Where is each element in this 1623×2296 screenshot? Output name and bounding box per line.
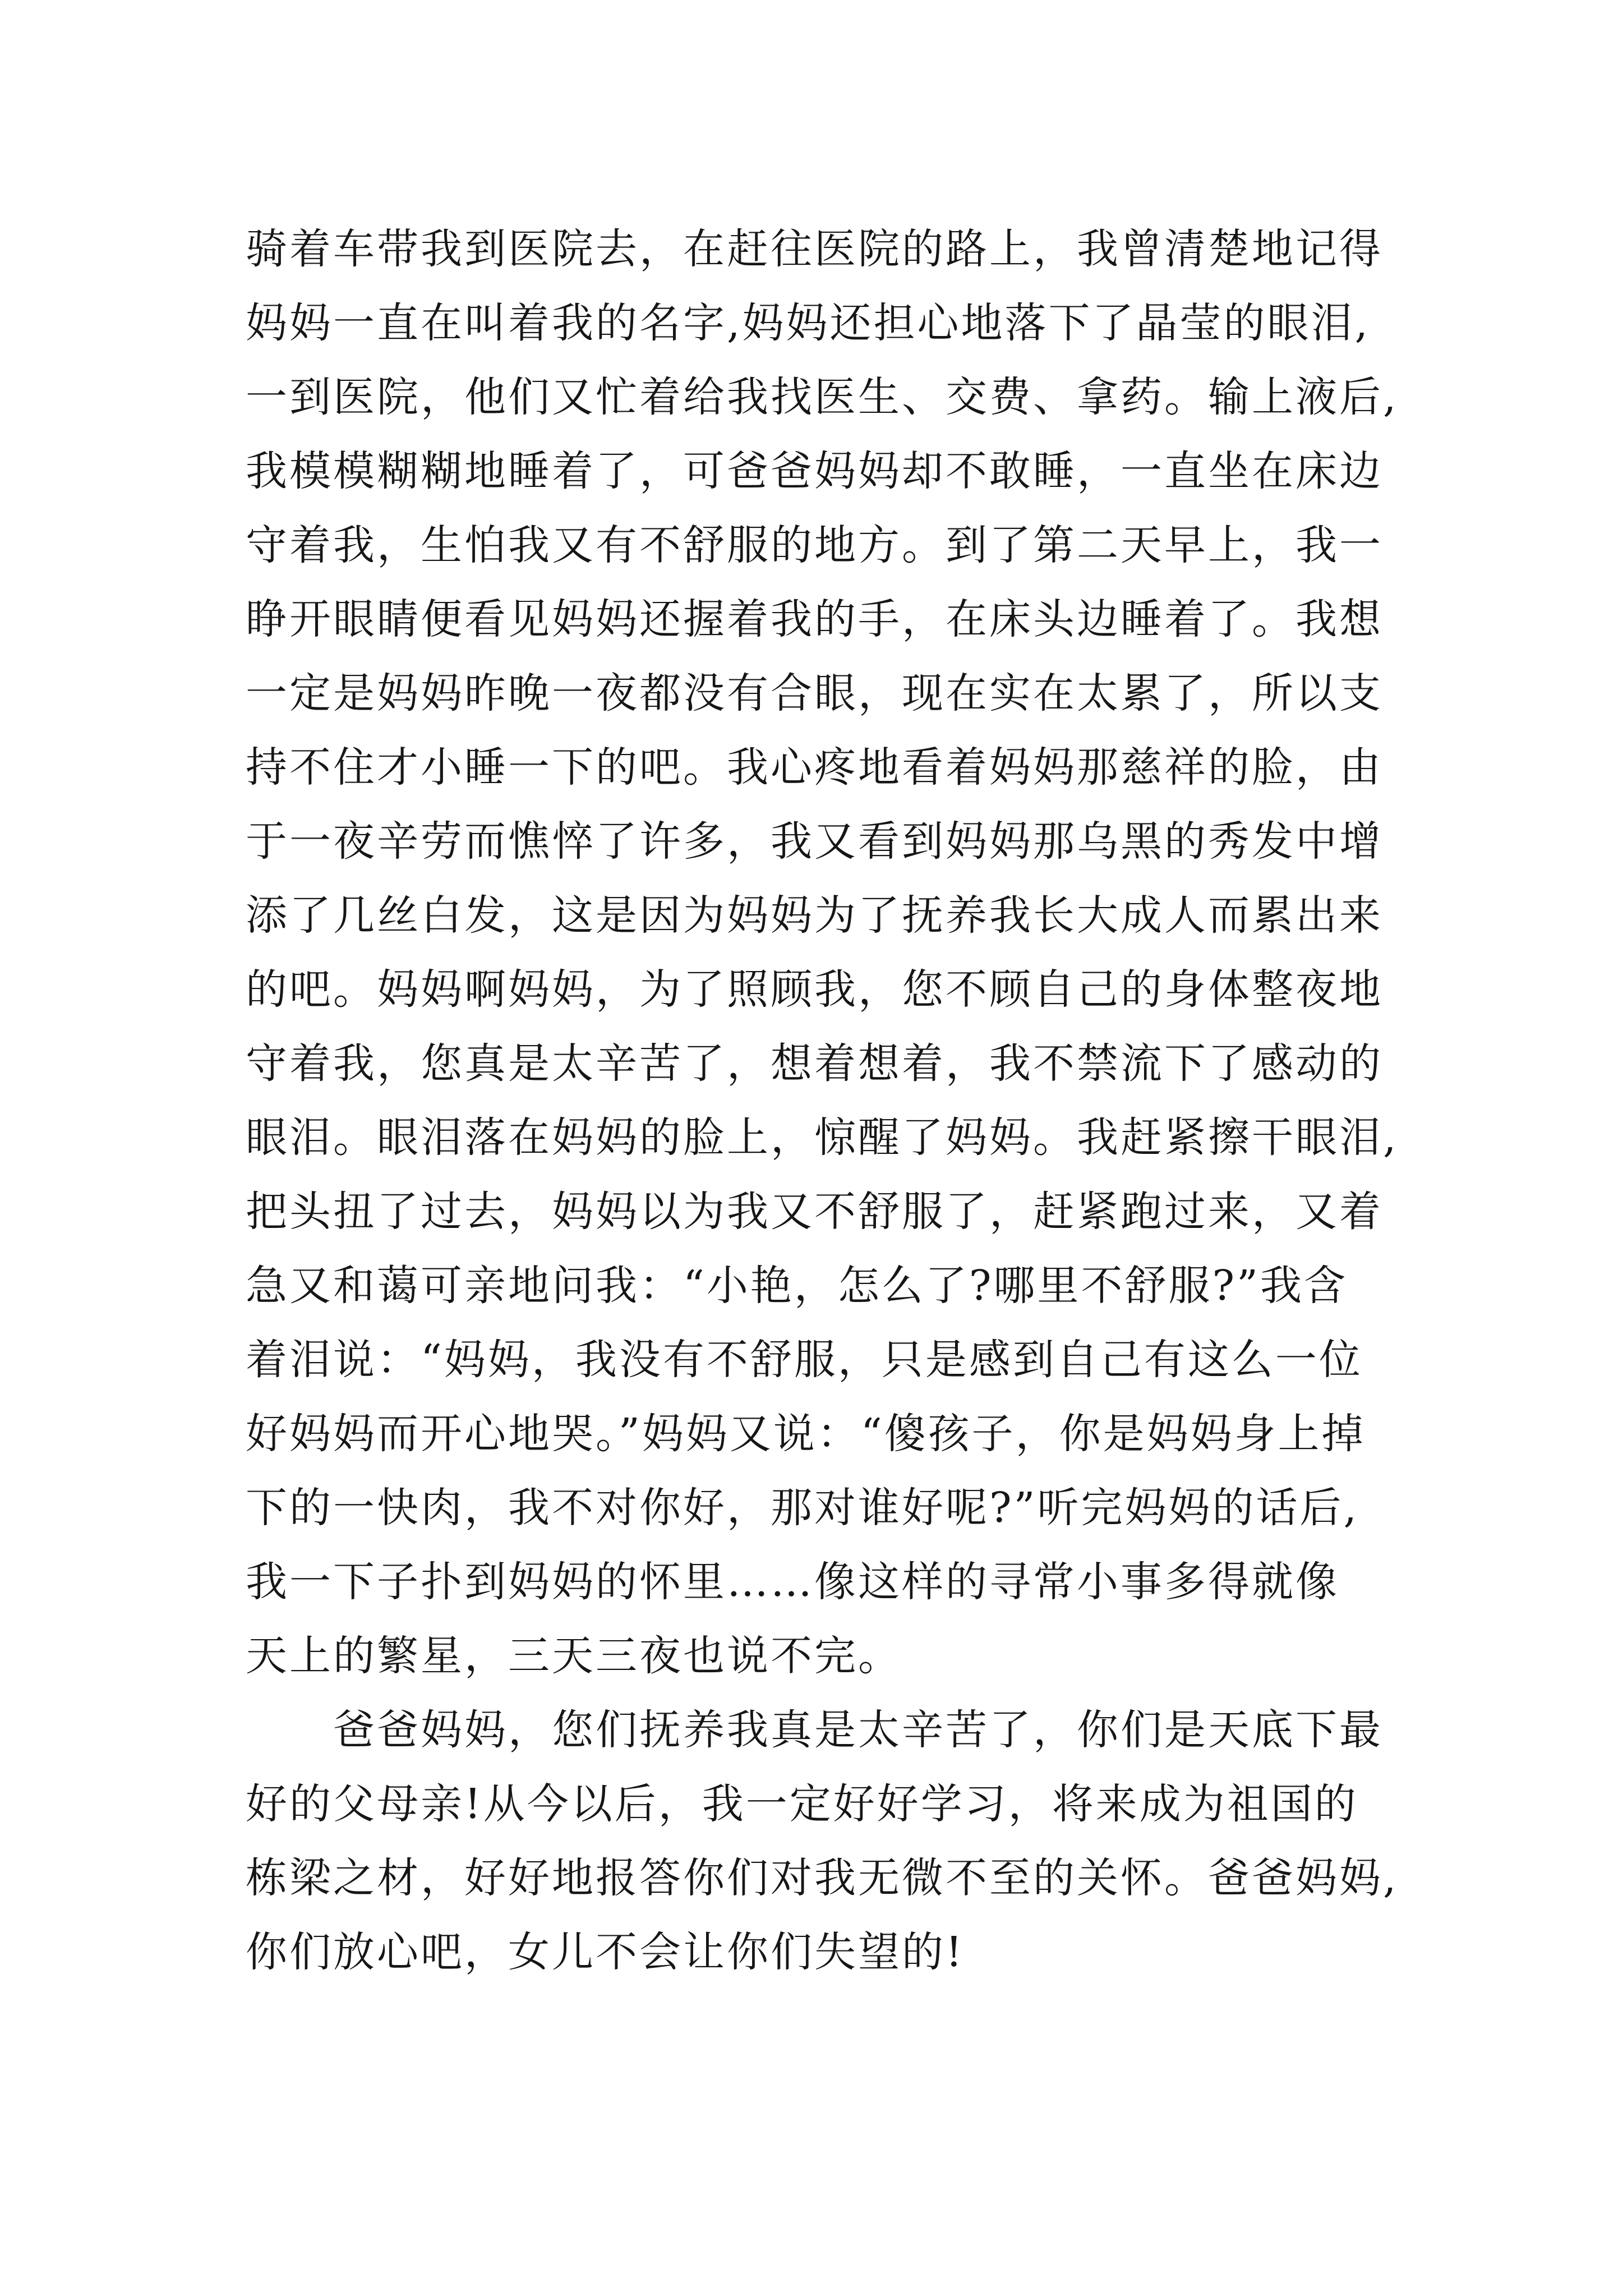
text-line: 守着我，您真是太辛苦了，想着想着，我不禁流下了感动的 (246, 1039, 1383, 1088)
text-line: 睁开眼睛便看见妈妈还握着我的手，在床头边睡着了。我想 (246, 595, 1383, 643)
text-line: 的吧。妈妈啊妈妈，为了照顾我，您不顾自己的身体整夜地 (246, 965, 1383, 1014)
text-line: 守着我，生怕我又有不舒服的地方。到了第二天早上，我一 (246, 521, 1383, 569)
text-line: 添了几丝白发，这是因为妈妈为了抚养我长大成人而累出来 (246, 891, 1383, 940)
text-line: 骑着车带我到医院去，在赶往医院的路上，我曾清楚地记得 (246, 225, 1383, 273)
text-line: 急又和蔼可亲地问我：“小艳，怎么了?哪里不舒服?”我含 (246, 1262, 1348, 1310)
text-line: 好的父母亲!从今以后，我一定好好学习，将来成为祖国的 (246, 1780, 1358, 1828)
text-line: 把头扭了过去，妈妈以为我又不舒服了，赶紧跑过来，又着 (246, 1188, 1383, 1236)
document-body (246, 212, 1423, 1989)
text-line: 天上的繁星，三天三夜也说不完。 (246, 1632, 902, 1680)
text-line: 一定是妈妈昨晚一夜都没有合眼，现在实在太累了，所以支 (246, 669, 1383, 717)
text-line: 我模模糊糊地睡着了，可爸爸妈妈却不敢睡，一直坐在床边 (246, 447, 1383, 495)
text-line: 妈妈一直在叫着我的名字,妈妈还担心地落下了晶莹的眼泪, (246, 299, 1371, 347)
text-line: 栋梁之材，好好地报答你们对我无微不至的关怀。爸爸妈妈, (246, 1854, 1399, 1902)
text-line: 一到医院，他们又忙着给我找医生、交费、拿药。输上液后, (246, 373, 1399, 421)
text-line: 眼泪。眼泪落在妈妈的脸上，惊醒了妈妈。我赶紧擦干眼泪, (246, 1114, 1399, 1162)
text-line: 我一下子扑到妈妈的怀里……像这样的寻常小事多得就像 (246, 1558, 1339, 1606)
text-line: 你们放心吧，女儿不会让你们失望的! (246, 1928, 965, 1976)
text-line: 着泪说：“妈妈，我没有不舒服，只是感到自己有这么一位 (246, 1336, 1363, 1384)
text-line: 下的一快肉，我不对你好，那对谁好呢?”听完妈妈的话后, (246, 1484, 1359, 1532)
paragraph-first-line: 爸爸妈妈，您们抚养我真是太辛苦了，你们是天底下最 (333, 1706, 1383, 1754)
text-line: 好妈妈而开心地哭。”妈妈又说：“傻孩子，你是妈妈身上掉 (246, 1410, 1366, 1458)
text-line: 持不住才小睡一下的吧。我心疼地看着妈妈那慈祥的脸，由 (246, 743, 1383, 792)
text-line: 于一夜辛劳而憔悴了许多，我又看到妈妈那乌黑的秀发中增 (246, 817, 1383, 866)
